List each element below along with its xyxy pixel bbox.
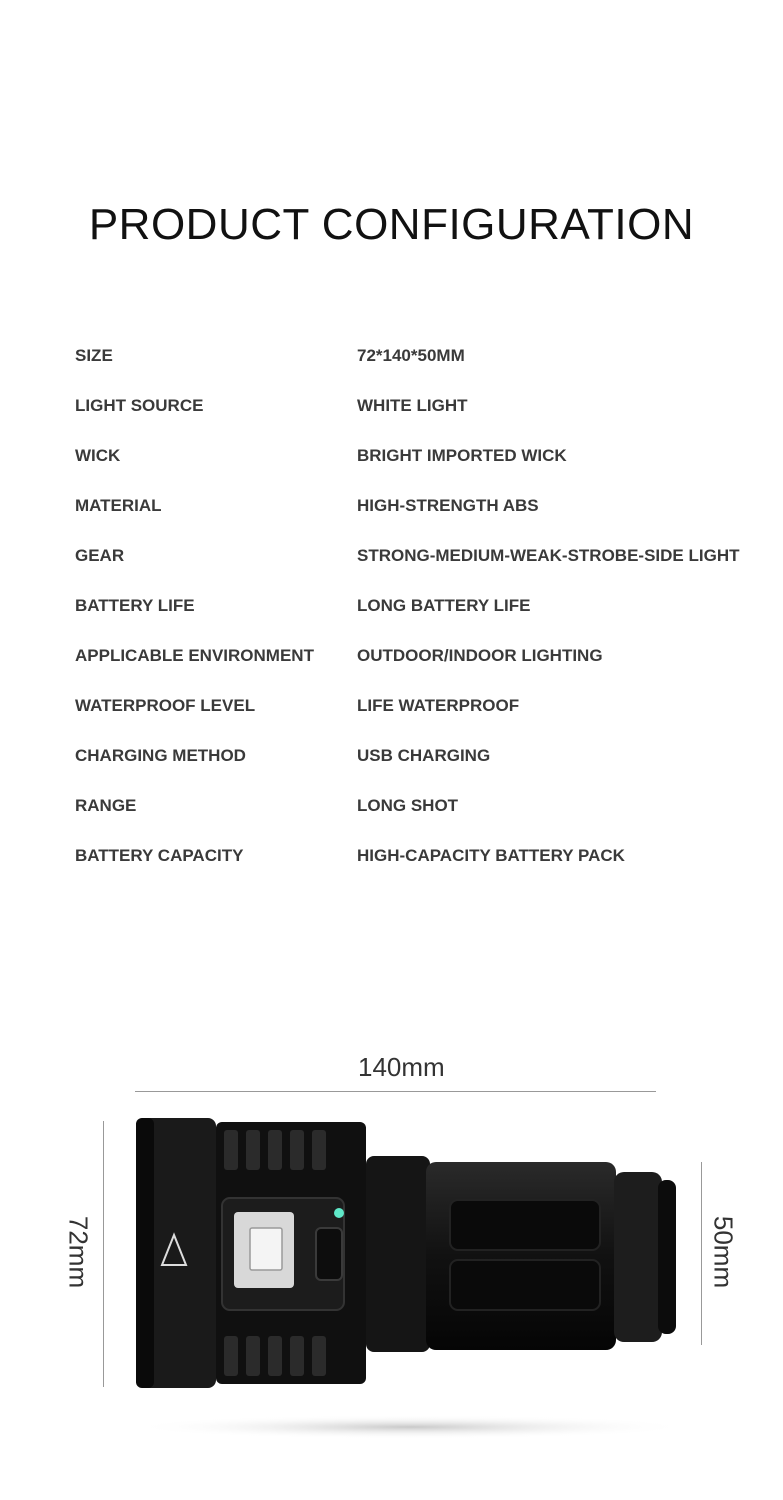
spec-label: MATERIAL [75,496,162,515]
spec-value: HIGH-CAPACITY BATTERY PACK [357,846,625,865]
page-title: PRODUCT CONFIGURATION [88,200,695,249]
spec-table [75,346,775,896]
spec-row [75,846,775,896]
spec-label: LIGHT SOURCE [75,396,204,415]
spec-row [75,596,775,646]
spec-label: CHARGING METHOD [75,746,246,765]
flashlight-icon [120,1100,700,1450]
spec-row [75,446,775,496]
length-dimension-line [135,1091,656,1092]
spec-label: SIZE [75,346,113,365]
spec-row [75,546,775,596]
spec-label: APPLICABLE ENVIRONMENT [75,646,314,665]
spec-value: OUTDOOR/INDOOR LIGHTING [357,646,603,665]
spec-row [75,646,775,696]
spec-value: LONG BATTERY LIFE [357,596,531,615]
spec-label: RANGE [75,796,137,815]
spec-row [75,746,775,796]
spec-row [75,796,775,846]
spec-label: BATTERY CAPACITY [75,846,244,865]
spec-value: 72*140*50MM [357,346,465,365]
spec-label: WATERPROOF LEVEL [75,696,256,715]
spec-value: BRIGHT IMPORTED WICK [357,446,567,465]
spec-row [75,696,775,746]
spec-value: LIFE WATERPROOF [357,696,520,715]
head-height-line [103,1121,104,1387]
head-height-label: 72mm [63,1215,94,1289]
spec-row [75,496,775,546]
spec-value: HIGH-STRENGTH ABS [357,496,539,515]
spec-row [75,346,775,396]
spec-label: BATTERY LIFE [75,596,195,615]
length-dimension-label: 140mm [358,1052,445,1082]
tail-height-line [701,1162,702,1345]
spec-value: STRONG-MEDIUM-WEAK-STROBE-SIDE LIGHT [357,546,740,565]
spec-row [75,396,775,446]
spec-label: GEAR [75,546,125,565]
spec-value: USB CHARGING [357,746,491,765]
tail-height-label: 50mm [708,1215,739,1289]
spec-value: LONG SHOT [357,796,459,815]
spec-value: WHITE LIGHT [357,396,468,415]
spec-label: WICK [75,446,121,465]
